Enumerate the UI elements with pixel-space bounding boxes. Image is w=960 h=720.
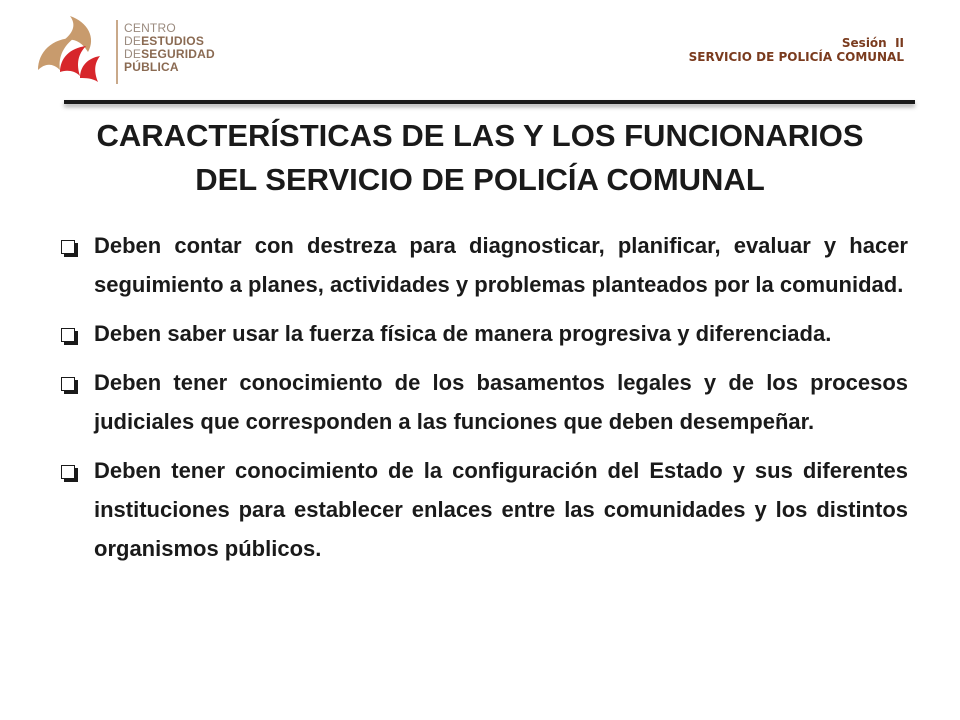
hollow-square-bullet-icon xyxy=(61,328,75,342)
institution-logo xyxy=(30,12,220,92)
slide-title xyxy=(40,114,920,202)
logo-line-centro: CENTRO xyxy=(124,21,176,35)
logo-wordmark xyxy=(124,22,215,74)
bullet-text: Deben saber usar la fuerza física de manera progresiva y diferenciada. xyxy=(94,321,832,346)
logo-divider xyxy=(116,20,118,84)
session-label: Sesión II xyxy=(841,36,904,50)
bullet-item xyxy=(60,314,908,353)
bullet-list xyxy=(60,226,908,578)
flame-ribbon-logo-icon xyxy=(30,12,110,92)
hollow-square-bullet-icon xyxy=(61,377,75,391)
session-header xyxy=(689,36,904,64)
bullet-text: Deben tener conocimiento de los basamentos legales y de los procesos judiciales que corresponden a las funciones que deben desempeñar. xyxy=(94,370,908,434)
logo-line-publica: PÚBLICA xyxy=(124,60,179,74)
session-subtitle: SERVICIO DE POLICÍA COMUNAL xyxy=(688,50,904,64)
logo-line-estudios: DEESTUDIOS xyxy=(124,34,205,48)
slide-title-line-2: DEL SERVICIO DE POLICÍA COMUNAL xyxy=(195,162,765,197)
bullet-item xyxy=(60,226,908,304)
logo-line-seguridad: DESEGURIDAD xyxy=(124,47,215,61)
hollow-square-bullet-icon xyxy=(61,240,75,254)
bullet-text: Deben tener conocimiento de la configuración del Estado y sus diferentes instituciones para establecer enlaces entre las comunidades y los distintos organismos públicos. xyxy=(94,458,908,561)
bullet-item xyxy=(60,451,908,568)
hollow-square-bullet-icon xyxy=(61,465,75,479)
slide-title-line-1: CARACTERÍSTICAS DE LAS Y LOS FUNCIONARIOS xyxy=(96,118,864,153)
bullet-text: Deben contar con destreza para diagnosticar, planificar, evaluar y hacer seguimiento a planes, actividades y problemas planteados por la comunidad. xyxy=(94,233,908,297)
header-divider xyxy=(64,100,915,104)
bullet-item xyxy=(60,363,908,441)
